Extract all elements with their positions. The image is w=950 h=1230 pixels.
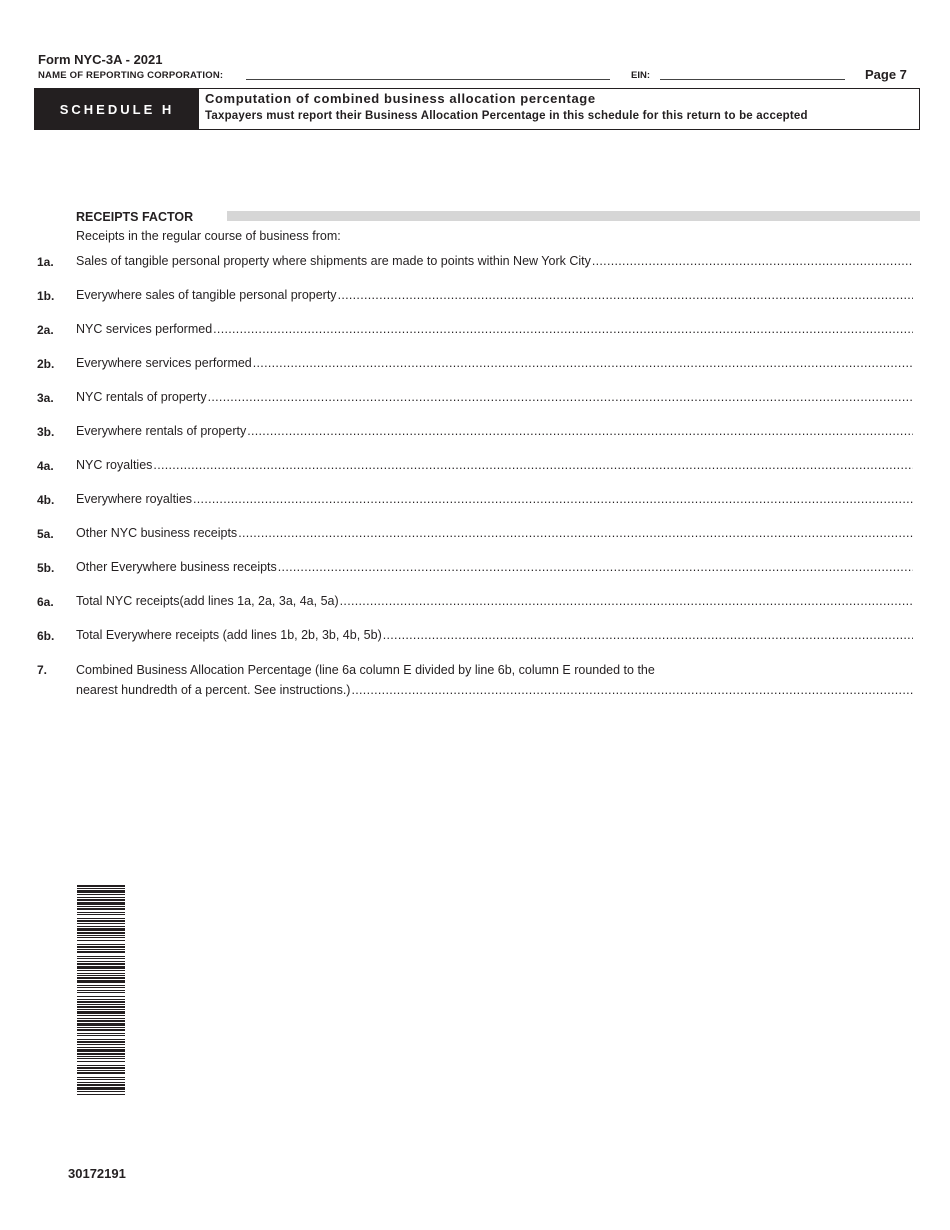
barcode-bar <box>77 923 125 924</box>
barcode-bar <box>77 1047 125 1048</box>
form-title: Form NYC-3A - 2021 <box>38 52 163 67</box>
name-label: NAME OF REPORTING CORPORATION: <box>38 70 224 81</box>
barcode-bar <box>77 1044 125 1045</box>
line-label: Everywhere services performed <box>76 356 252 370</box>
barcode-bar <box>77 966 125 969</box>
leader-dots <box>592 254 913 268</box>
line-7-label-second: nearest hundredth of a percent. See instructions.) <box>76 683 351 697</box>
barcode-bar <box>77 1091 125 1092</box>
barcode-bar <box>77 894 125 895</box>
leader-dots <box>383 628 913 642</box>
barcode-bar <box>77 1041 125 1043</box>
barcode-bar <box>77 888 125 889</box>
barcode-bar <box>77 912 125 913</box>
line-row[interactable] <box>76 390 913 404</box>
barcode-bar <box>77 890 125 893</box>
barcode-bar <box>77 932 125 934</box>
barcode-bar <box>77 908 125 910</box>
line-row[interactable] <box>76 424 913 438</box>
schedule-tag: SCHEDULE H <box>35 89 199 129</box>
barcode-bar <box>77 906 125 907</box>
barcode-bar <box>77 987 125 988</box>
barcode-bar <box>77 1049 125 1052</box>
barcode-bar <box>77 914 125 915</box>
barcode-bar <box>77 1087 125 1090</box>
line-number: 5a. <box>37 527 54 541</box>
barcode-bar <box>77 992 125 993</box>
line-label: Total NYC receipts(add lines 1a, 2a, 3a, 4a, 5a) <box>76 594 339 608</box>
leader-dots <box>208 390 913 404</box>
line-label: Everywhere royalties <box>76 492 193 506</box>
line-number: 2a. <box>37 323 54 337</box>
barcode-bar <box>77 1011 125 1014</box>
barcode-bar <box>77 1039 125 1040</box>
barcode-bar <box>77 944 125 945</box>
line-row[interactable] <box>76 322 913 336</box>
barcode-bar <box>77 899 125 901</box>
leader-dots <box>278 560 913 574</box>
barcode-bar <box>77 1009 125 1010</box>
line-label: Sales of tangible personal property where shipments are made to points within New York City <box>76 254 591 268</box>
barcode-bar <box>77 920 125 922</box>
schedule-title: Computation of combined business allocation percentage <box>205 91 596 106</box>
ein-label: EIN: <box>631 70 650 81</box>
barcode-bar <box>77 1006 125 1008</box>
barcode-bar <box>77 1056 125 1057</box>
line-number: 6a. <box>37 595 54 609</box>
barcode-bar <box>77 961 125 962</box>
ein-field[interactable] <box>660 79 845 80</box>
barcode-bar <box>77 918 125 919</box>
barcode-bar <box>77 937 125 938</box>
barcode-bar <box>77 897 125 898</box>
line-row[interactable] <box>76 458 913 472</box>
barcode-bar <box>77 1094 125 1095</box>
barcode-bar <box>77 1033 125 1034</box>
leader-dots <box>247 424 913 438</box>
barcode-bar <box>77 1035 125 1036</box>
line-row[interactable] <box>76 288 913 302</box>
barcode-bar <box>77 1072 125 1074</box>
barcode-bar <box>77 949 125 950</box>
barcode-bar <box>77 985 125 986</box>
barcode-bar <box>77 956 125 957</box>
line-number: 4b. <box>37 493 55 507</box>
barcode-bar <box>77 980 125 983</box>
barcode-bar <box>77 1077 125 1078</box>
barcode-bar <box>77 970 125 971</box>
barcode-bar <box>77 999 125 1000</box>
line-row[interactable] <box>76 356 913 370</box>
line-number: 1a. <box>37 255 54 269</box>
leader-dots <box>338 288 913 302</box>
schedule-subtitle: Taxpayers must report their Business Allocation Percentage in this schedule for this return to be accepted <box>205 110 808 122</box>
line-number: 5b. <box>37 561 55 575</box>
barcode-bar <box>77 1027 125 1028</box>
line-label: Everywhere sales of tangible personal property <box>76 288 337 302</box>
line-7-label-first: Combined Business Allocation Percentage (line 6a column E divided by line 6b, column E rounded to the <box>76 663 655 677</box>
line-label: Everywhere rentals of property <box>76 424 247 438</box>
line-row[interactable] <box>76 254 913 268</box>
barcode-bar <box>77 1053 125 1055</box>
barcode-bar <box>77 1001 125 1003</box>
barcode-bar <box>77 1004 125 1005</box>
line-7-row[interactable] <box>76 683 913 697</box>
line-label: Total Everywhere receipts (add lines 1b, 2b, 3b, 4b, 5b) <box>76 628 382 642</box>
name-field[interactable] <box>246 79 610 80</box>
section-intro: Receipts in the regular course of business from: <box>76 229 341 243</box>
leader-dots <box>340 594 913 608</box>
line-label: NYC rentals of property <box>76 390 207 404</box>
barcode-bar <box>77 1029 125 1031</box>
line-number: 1b. <box>37 289 55 303</box>
page-number: Page 7 <box>865 67 907 82</box>
barcode-image <box>77 885 125 1095</box>
line-number: 7. <box>37 663 48 677</box>
barcode-bar <box>77 951 125 953</box>
form-code: 30172191 <box>68 1166 126 1181</box>
line-row[interactable] <box>76 492 913 506</box>
barcode-bar <box>77 928 125 931</box>
barcode-bar <box>77 946 125 948</box>
line-number: 4a. <box>37 459 54 473</box>
barcode-bar <box>77 926 125 927</box>
line-row[interactable] <box>76 526 913 540</box>
line-number: 6b. <box>37 629 55 643</box>
barcode-bar <box>77 1015 125 1016</box>
section-title: RECEIPTS FACTOR <box>76 210 194 224</box>
barcode-bar <box>77 1018 125 1019</box>
barcode-bar <box>77 902 125 905</box>
barcode-bar <box>77 990 125 991</box>
barcode-bar <box>77 1058 125 1059</box>
barcode-bar <box>77 1065 125 1066</box>
section-divider-bar <box>227 211 920 221</box>
barcode-bar <box>77 1079 125 1080</box>
line-row[interactable] <box>76 560 913 574</box>
barcode-bar <box>77 1061 125 1062</box>
line-number: 3a. <box>37 391 54 405</box>
line-label: NYC royalties <box>76 458 153 472</box>
line-row[interactable] <box>76 594 913 608</box>
leader-dots <box>238 526 913 540</box>
barcode-bar <box>77 975 125 976</box>
line-row[interactable] <box>76 628 913 642</box>
line-label: NYC services performed <box>76 322 213 336</box>
leader-dots <box>351 683 913 697</box>
line-number: 2b. <box>37 357 55 371</box>
barcode-bar <box>77 885 125 887</box>
barcode-bar <box>77 958 125 959</box>
barcode-bar <box>77 1020 125 1022</box>
barcode-bar <box>77 935 125 936</box>
barcode-bar <box>77 1067 125 1069</box>
barcode-bar <box>77 973 125 974</box>
leader-dots <box>153 458 913 472</box>
barcode-bar <box>77 940 125 941</box>
barcode-bar <box>77 996 125 997</box>
barcode-bar <box>77 1084 125 1086</box>
leader-dots <box>213 322 913 336</box>
barcode-bar <box>77 1023 125 1026</box>
barcode-bar <box>77 1070 125 1071</box>
line-number: 3b. <box>37 425 55 439</box>
line-label: Other NYC business receipts <box>76 526 238 540</box>
barcode-bar <box>77 1082 125 1083</box>
barcode-bar <box>77 977 125 979</box>
leader-dots <box>253 356 913 370</box>
leader-dots <box>193 492 913 506</box>
barcode-bar <box>77 963 125 965</box>
line-label: Other Everywhere business receipts <box>76 560 277 574</box>
